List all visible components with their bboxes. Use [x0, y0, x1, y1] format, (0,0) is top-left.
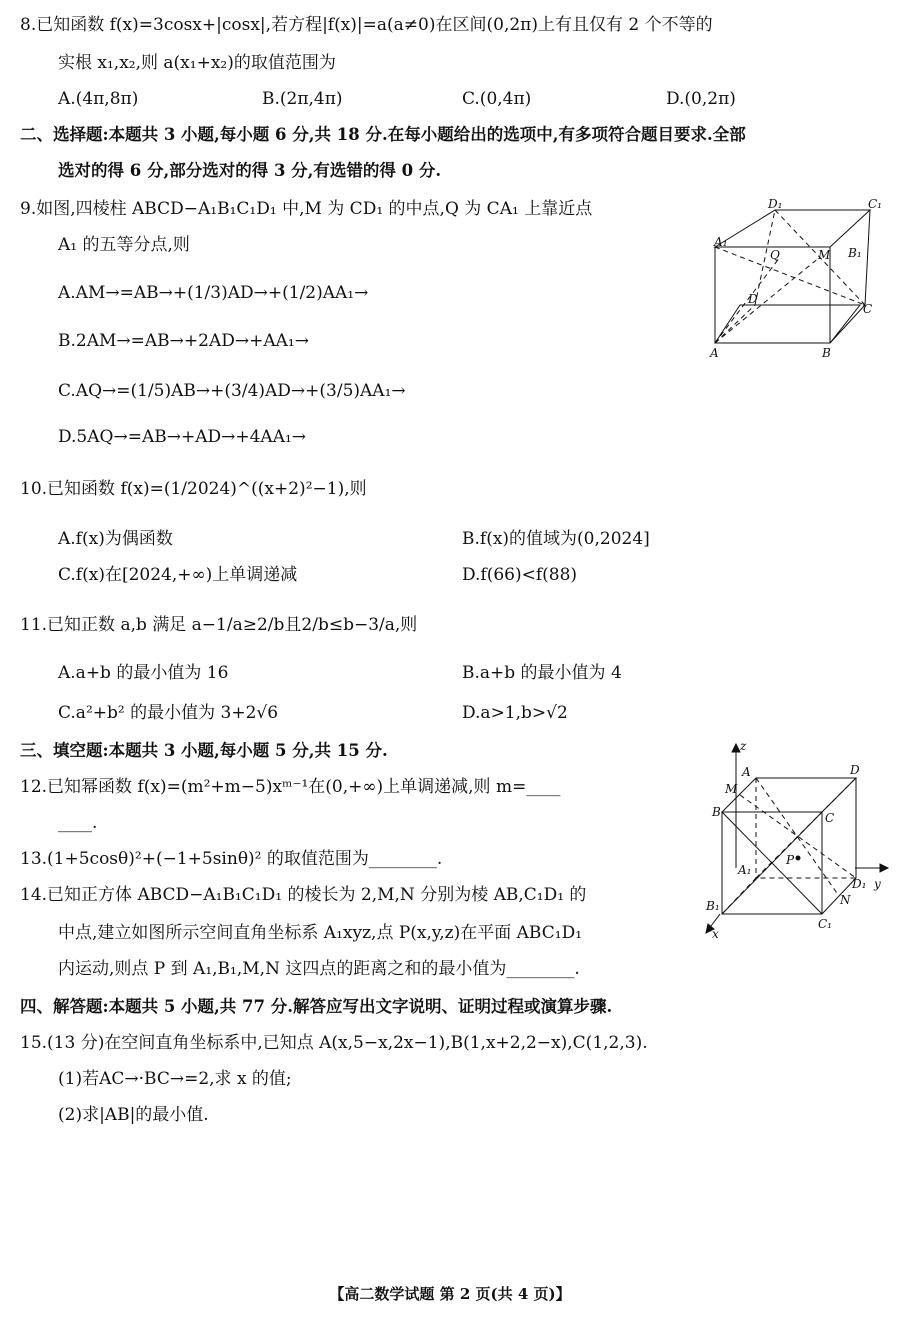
prism-base-solid: [715, 305, 860, 343]
q9-option-a: A.AM→=AB→+(1/3)AD→+(1/2)AA₁→: [58, 283, 369, 303]
q9-option-c: C.AQ→=(1/5)AB→+(3/4)AD→+(3/5)AA₁→: [58, 381, 406, 401]
label-b: B: [712, 805, 721, 819]
q8-option-a: A.(4π,8π): [58, 89, 139, 109]
section2-heading: 二、选择题:本题共 3 小题,每小题 6 分,共 18 分.在每小题给出的选项中,有多项符合题目要求.全部: [20, 125, 746, 144]
q9-prism-figure: [700, 195, 890, 365]
prism-hidden-edge: [715, 210, 775, 343]
q14-line2: 中点,建立如图所示空间直角坐标系 A₁xyz,点 P(x,y,z)在平面 ABC₁D₁: [58, 923, 583, 943]
label-c: C: [863, 302, 873, 316]
section3-heading: 三、填空题:本题共 3 小题,每小题 5 分,共 15 分.: [20, 741, 388, 760]
label-c1: C₁: [818, 917, 832, 931]
page-footer: 【高二数学试题 第 2 页(共 4 页)】: [329, 1285, 571, 1303]
label-m: M: [818, 248, 831, 262]
q8-line2: 实根 x₁,x₂,则 a(x₁+x₂)的取值范围为: [58, 53, 336, 73]
q14-line3: 内运动,则点 P 到 A₁,B₁,M,N 这四点的距离之和的最小值为________.: [58, 959, 580, 979]
label-d1: D₁: [852, 877, 867, 891]
label-m: M: [725, 782, 738, 796]
label-x: x: [712, 927, 719, 940]
q10-option-b: B.f(x)的值域为(0,2024]: [462, 529, 650, 549]
z-arrow: [732, 744, 740, 752]
label-a1: A₁: [714, 235, 728, 249]
q15-part2: (2)求|AB|的最小值.: [58, 1105, 209, 1125]
q8-option-b: B.(2π,4π): [262, 89, 343, 109]
q11-option-b: B.a+b 的最小值为 4: [462, 663, 622, 683]
cube-top-face: [722, 778, 856, 812]
label-q: Q: [770, 248, 780, 262]
q14-line1: 14.已知正方体 ABCD−A₁B₁C₁D₁ 的棱长为 2,M,N 分别为棱 AB,C₁D₁ 的: [20, 885, 587, 905]
q11-option-a: A.a+b 的最小值为 16: [58, 663, 229, 683]
q11-option-d: D.a>1,b>√2: [462, 703, 568, 723]
label-c: C: [825, 811, 835, 825]
label-z: z: [740, 740, 747, 753]
label-d: D: [850, 763, 860, 777]
line-ca1: [715, 247, 865, 305]
cube-hidden-edges: [722, 878, 856, 914]
q10-option-a: A.f(x)为偶函数: [58, 529, 173, 549]
label-d1: D₁: [768, 197, 783, 211]
prism-top-face: [715, 210, 870, 247]
y-arrow: [880, 864, 888, 872]
line-am: [715, 257, 820, 343]
label-a: A: [742, 765, 751, 779]
section4-heading: 四、解答题:本题共 5 小题,共 77 分.解答应写出文字说明、证明过程或演算步骤.: [20, 997, 613, 1016]
q9-option-b: B.2AM→=AB→+2AD→+AA₁→: [58, 331, 309, 351]
q12-line2: ____.: [58, 813, 98, 833]
prism-right-edge: [830, 210, 873, 343]
section2-heading-cont: 选对的得 6 分,部分选对的得 3 分,有选错的得 0 分.: [58, 161, 442, 180]
q15-line1: 15.(13 分)在空间直角坐标系中,已知点 A(x,5−x,2x−1),B(1,x+2,2−x),C(1,2,3).: [20, 1033, 648, 1053]
label-a: A: [710, 346, 719, 360]
q8-option-d: D.(0,2π): [666, 89, 736, 109]
q14-cube-figure: [700, 740, 890, 940]
q10-option-d: D.f(66)<f(88): [462, 565, 578, 585]
label-a1: A₁: [738, 863, 752, 877]
label-p: P: [786, 853, 795, 867]
label-b1: B₁: [706, 899, 720, 913]
point-p: [796, 856, 801, 861]
q8-option-c: C.(0,4π): [462, 89, 532, 109]
q15-part1: (1)若AC→·BC→=2,求 x 的值;: [58, 1069, 292, 1089]
q11-line1: 11.已知正数 a,b 满足 a−1/a≥2/b且2/b≤b−3/a,则: [20, 615, 418, 635]
cube-right-edge: [822, 778, 856, 914]
label-d: D: [748, 292, 758, 306]
label-c1: C₁: [868, 197, 882, 211]
q12-line1: 12.已知幂函数 f(x)=(m²+m−5)xᵐ⁻¹在(0,+∞)上单调递减,则 m=____: [20, 777, 561, 797]
q11-option-c: C.a²+b² 的最小值为 3+2√6: [58, 703, 279, 723]
label-b1: B₁: [848, 246, 862, 260]
q10-line1: 10.已知函数 f(x)=(1/2024)^((x+2)²−1),则: [20, 479, 367, 499]
label-n: N: [840, 893, 851, 907]
q9-line2: A₁ 的五等分点,则: [58, 235, 190, 255]
q10-option-c: C.f(x)在[2024,+∞)上单调递减: [58, 565, 298, 585]
q13-line1: 13.(1+5cosθ)²+(−1+5sinθ)² 的取值范围为________.: [20, 849, 443, 869]
label-y: y: [874, 877, 881, 891]
label-b: B: [822, 346, 831, 360]
q8-line1: 8.已知函数 f(x)=3cosx+|cosx|,若方程|f(x)|=a(a≠0)在区间(0,2π)上有且仅有 2 个不等的: [20, 15, 713, 35]
q9-option-d: D.5AQ→=AB→+AD→+4AA₁→: [58, 427, 307, 447]
q9-line1: 9.如图,四棱柱 ABCD−A₁B₁C₁D₁ 中,M 为 CD₁ 的中点,Q 为 CA₁ 上靠近点: [20, 199, 593, 219]
